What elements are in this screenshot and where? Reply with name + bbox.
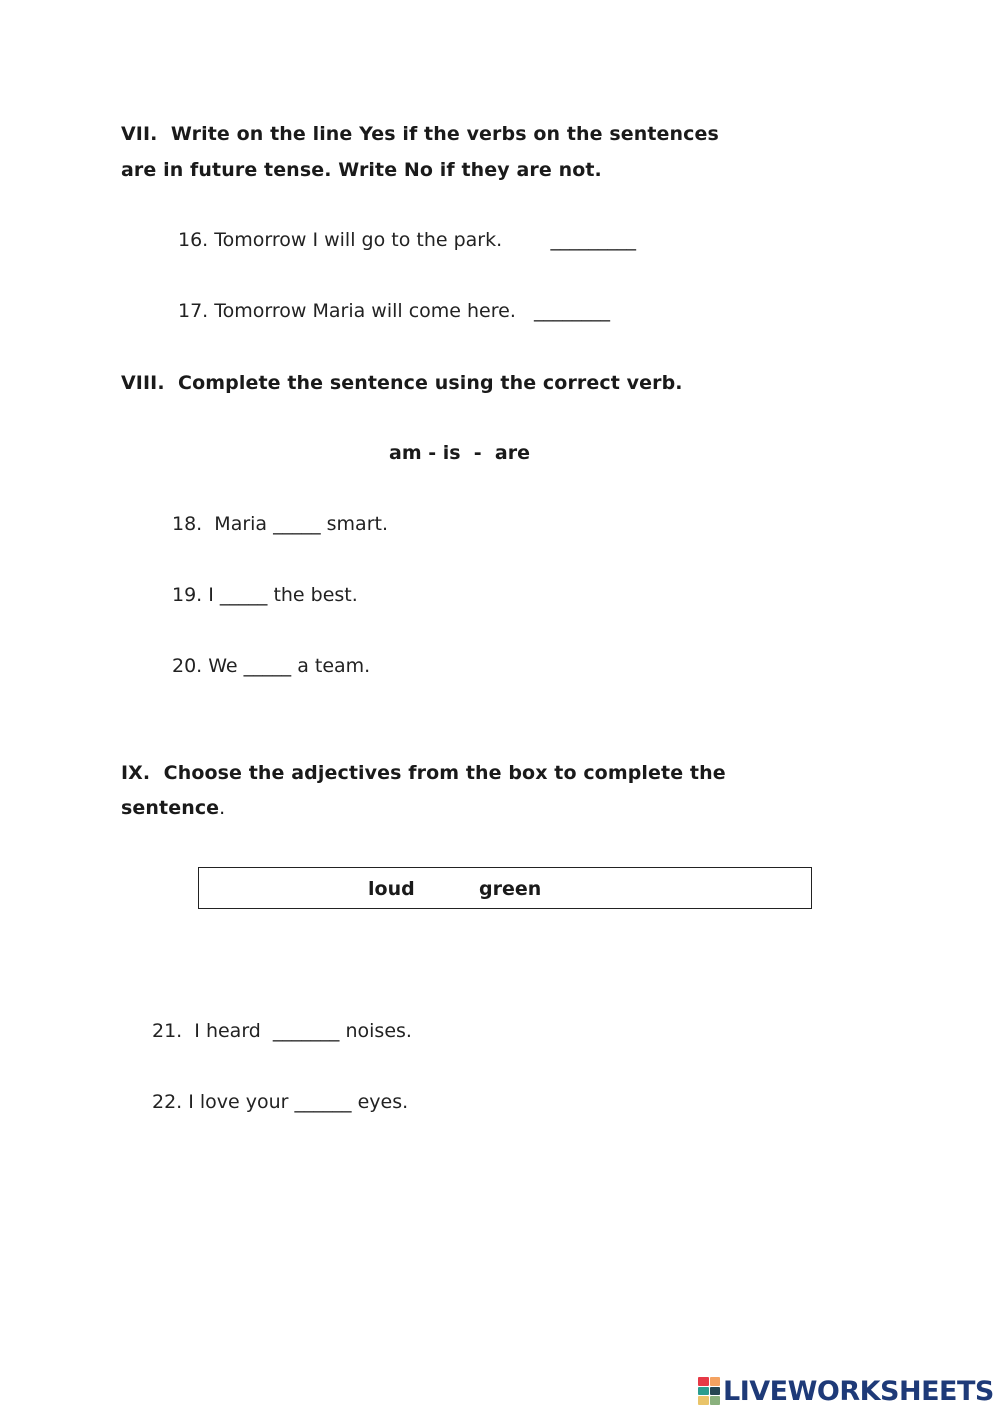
liveworksheets-logo-icon — [698, 1377, 720, 1405]
question-21: 21. I heard _______ noises. — [152, 1020, 412, 1042]
question-20: 20. We _____ a team. — [172, 655, 371, 677]
word-box-item-loud: loud — [368, 878, 415, 900]
section-9-heading-period: . — [219, 797, 226, 819]
section-7-heading-line-1: VII. Write on the line Yes if the verbs on the sentences — [121, 123, 719, 145]
section-9-heading-word: sentence — [121, 797, 220, 819]
question-19: 19. I _____ the best. — [172, 584, 358, 606]
question-22: 22. I love your ______ eyes. — [152, 1091, 409, 1113]
liveworksheets-logo — [698, 1374, 994, 1408]
section-7-heading-line-2: are in future tense. Write No if they are not. — [121, 159, 602, 181]
question-16: 16. Tomorrow I will go to the park. _________ — [178, 229, 636, 251]
question-17: 17. Tomorrow Maria will come here. ________ — [178, 300, 610, 322]
section-9-heading-line-1: IX. Choose the adjectives from the box to complete the — [121, 762, 726, 784]
question-18: 18. Maria _____ smart. — [172, 513, 388, 535]
section-8-heading: VIII. Complete the sentence using the correct verb. — [121, 372, 683, 394]
adjective-word-box — [198, 867, 812, 909]
verb-choices: am - is - are — [389, 442, 530, 464]
word-box-item-green: green — [479, 878, 542, 900]
section-9-heading-line-2 — [121, 797, 225, 819]
liveworksheets-logo-text: LIVEWORKSHEETS — [723, 1375, 994, 1407]
